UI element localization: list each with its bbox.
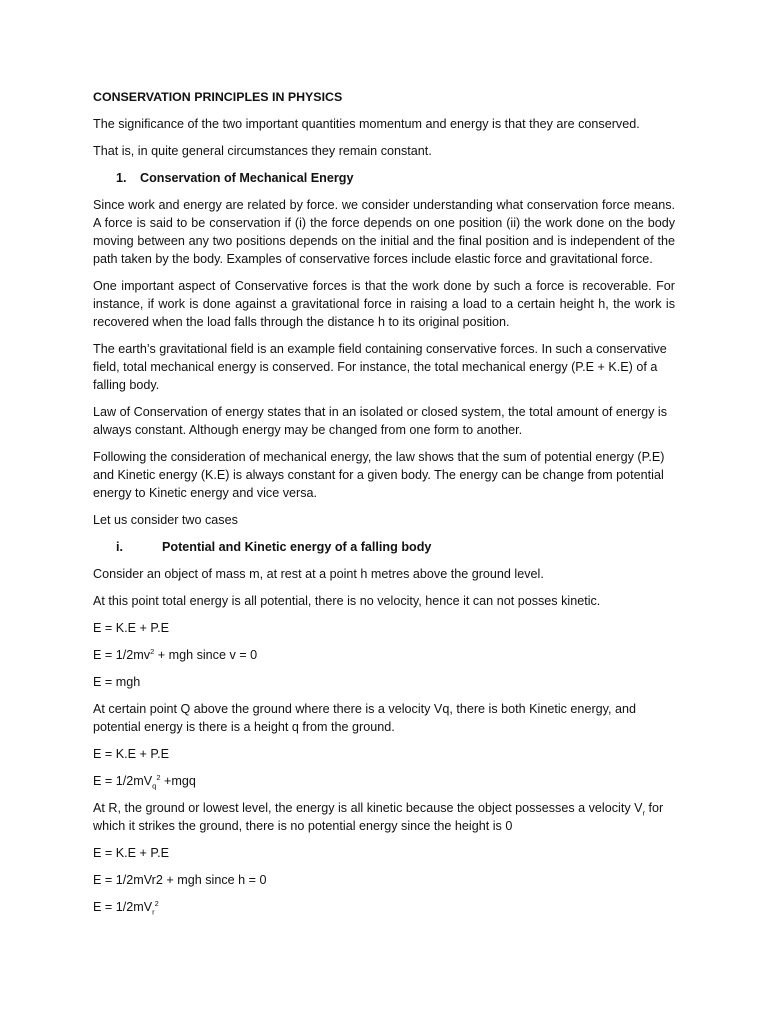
section-heading-1 xyxy=(93,169,675,187)
paragraph-object-at-rest: Consider an object of mass m, at rest at a point h metres above the ground level. xyxy=(93,567,544,581)
equation-1: E = K.E + P.E xyxy=(93,621,170,635)
equation-3: E = mgh xyxy=(93,675,141,689)
paragraph-point-r xyxy=(93,799,675,835)
case-number: i. xyxy=(116,540,123,554)
intro-paragraph-2: That is, in quite general circumstances they remain constant. xyxy=(93,144,432,158)
paragraph-all-potential: At this point total energy is all potential, there is no velocity, hence it can not posses kinetic. xyxy=(93,594,601,608)
section-title: Conservation of Mechanical Energy xyxy=(140,171,354,185)
equation-text: +mgq xyxy=(160,774,196,788)
equation-text: E = 1/2mv xyxy=(93,648,151,662)
subscript: q xyxy=(152,781,157,791)
paragraph-two-cases: Let us consider two cases xyxy=(93,513,238,527)
equation-2 xyxy=(93,646,675,664)
paragraph-point-q: At certain point Q above the ground where there is a velocity Vq, there is both Kinetic energy, and potential energy is there is a height q from the ground. xyxy=(93,702,637,734)
document-title: CONSERVATION PRINCIPLES IN PHYSICS xyxy=(93,90,343,104)
superscript: 2 xyxy=(150,646,155,656)
case-heading-i xyxy=(93,538,675,556)
superscript: 2 xyxy=(156,772,161,782)
equation-5 xyxy=(93,772,675,790)
equation-text: + mgh since v = 0 xyxy=(154,648,258,662)
case-title: Potential and Kinetic energy of a falling body xyxy=(162,540,432,554)
paragraph-text: At R, the ground or lowest level, the energy is all kinetic because the object possesses a velocity V xyxy=(93,801,643,815)
equation-6: E = K.E + P.E xyxy=(93,846,170,860)
paragraph-mechanical-energy: Following the consideration of mechanical energy, the law shows that the sum of potential energy (P.E) and Kinetic energy (K.E) is always constant for a given body. The energy can be change from potential energy to Kinetic energy and vice versa. xyxy=(93,450,665,500)
intro-paragraph-1: The significance of the two important quantities momentum and energy is that they are conserved. xyxy=(93,117,640,131)
section-number: 1. xyxy=(116,171,127,185)
subscript: r xyxy=(152,907,155,917)
paragraph-text: for which it strikes the ground, there is no potential energy since the height is 0 xyxy=(93,801,664,833)
paragraph-gravitational-field: The earth’s gravitational field is an example field containing conservative forces. In such a conservative field, total mechanical energy is conserved. For instance, the total mechanical energy (P.E + K.E) of a falling body. xyxy=(93,342,667,392)
equation-4: E = K.E + P.E xyxy=(93,747,170,761)
equation-7: E = 1/2mVr2 + mgh since h = 0 xyxy=(93,873,267,887)
paragraph-recoverable-work: One important aspect of Conservative forces is that the work done by such a force is recoverable. For instance, if work is done against a gravitational force in raising a load to a certain height h, the work is recovered when the load falls through the distance h to its original position. xyxy=(93,279,675,329)
subscript: r xyxy=(642,808,646,818)
superscript: 2 xyxy=(154,898,159,908)
paragraph-conservation-law: Law of Conservation of energy states that in an isolated or closed system, the total amount of energy is always constant. Although energy may be changed from one form to another. xyxy=(93,405,668,437)
equation-text: E = 1/2mV xyxy=(93,774,153,788)
equation-8 xyxy=(93,898,675,916)
paragraph-conservative-force: Since work and energy are related by force. we consider understanding what conservation force means. A force is said to be conservation if (i) the force depends on one position (ii) the work done on the body moving between any two positions depends on the initial and the final position and is independent of the path taken by the body. Examples of conservative forces include elastic force and gravitational force. xyxy=(93,198,675,266)
equation-text: E = 1/2mV xyxy=(93,900,153,914)
document-page xyxy=(93,88,675,925)
